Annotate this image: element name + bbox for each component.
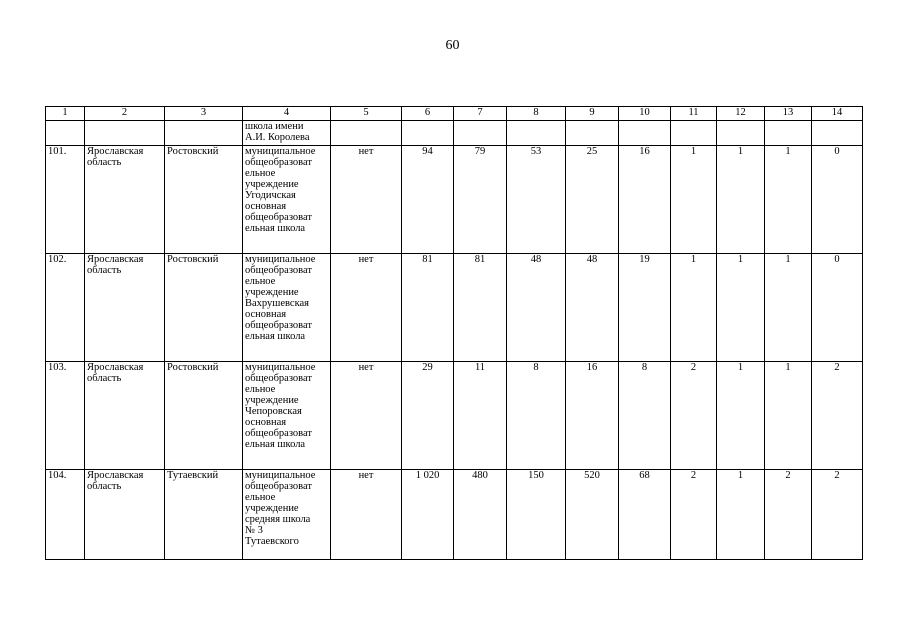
- value-cell: 520: [566, 470, 619, 560]
- value-cell: 48: [566, 254, 619, 362]
- value-cell: 81: [454, 254, 507, 362]
- column-header: 6: [402, 107, 454, 121]
- region-cell: Ярославская область: [85, 362, 165, 470]
- column-header: 10: [619, 107, 671, 121]
- value-cell: 94: [402, 146, 454, 254]
- value-cell: 1: [717, 362, 765, 470]
- value-cell: 1: [765, 362, 812, 470]
- district-cell: Ростовский: [165, 254, 243, 362]
- district-cell: Ростовский: [165, 362, 243, 470]
- data-table: [45, 106, 863, 560]
- value-cell: 29: [402, 362, 454, 470]
- institution-name-cell: муниципальное общеобразоват ельное учреждение средняя школа № 3 Тутаевского: [243, 470, 331, 560]
- value-cell: 2: [671, 470, 717, 560]
- header-row: [46, 107, 863, 121]
- value-cell: 150: [507, 470, 566, 560]
- region-cell: Ярославская область: [85, 470, 165, 560]
- value-cell: 8: [619, 362, 671, 470]
- value-cell: 48: [507, 254, 566, 362]
- table-row: [46, 470, 863, 560]
- district-cell: Тутаевский: [165, 470, 243, 560]
- value-cell: 1: [717, 146, 765, 254]
- value-cell: 1: [671, 254, 717, 362]
- column-header: 11: [671, 107, 717, 121]
- value-cell: 8: [507, 362, 566, 470]
- value-cell: 68: [619, 470, 671, 560]
- row-number-cell: 102.: [46, 254, 85, 362]
- institution-name-cell: [243, 121, 331, 146]
- row-number-cell: 103.: [46, 362, 85, 470]
- column-header: 14: [812, 107, 863, 121]
- value-cell: 16: [566, 362, 619, 470]
- page-number: 60: [445, 38, 460, 53]
- value-cell: нет: [331, 254, 402, 362]
- row-number-cell: 104.: [46, 470, 85, 560]
- value-cell: 2: [671, 362, 717, 470]
- value-cell: нет: [331, 362, 402, 470]
- value-cell: 0: [812, 146, 863, 254]
- value-cell: 81: [402, 254, 454, 362]
- region-cell: Ярославская область: [85, 254, 165, 362]
- value-cell: 1: [765, 254, 812, 362]
- table-row: [46, 362, 863, 470]
- value-cell: 1 020: [402, 470, 454, 560]
- name-line: А.И. Королева: [245, 132, 310, 143]
- value-cell: 19: [619, 254, 671, 362]
- column-header: 4: [243, 107, 331, 121]
- region-cell: Ярославская область: [85, 146, 165, 254]
- value-cell: 2: [765, 470, 812, 560]
- value-cell: 2: [812, 362, 863, 470]
- institution-name-cell: муниципальное общеобразоват ельное учреждение Вахрушевская основная общеобразоват ельная школа: [243, 254, 331, 362]
- value-cell: 0: [812, 254, 863, 362]
- column-header: 8: [507, 107, 566, 121]
- value-cell: 1: [717, 254, 765, 362]
- column-header: 9: [566, 107, 619, 121]
- value-cell: 1: [717, 470, 765, 560]
- value-cell: 1: [671, 146, 717, 254]
- value-cell: 79: [454, 146, 507, 254]
- column-header: 7: [454, 107, 507, 121]
- value-cell: 1: [765, 146, 812, 254]
- value-cell: 25: [566, 146, 619, 254]
- institution-name-cell: муниципальное общеобразоват ельное учреждение Чепоровская основная общеобразоват ельная школа: [243, 362, 331, 470]
- column-header: 3: [165, 107, 243, 121]
- column-header: 5: [331, 107, 402, 121]
- name-line: школа имени: [245, 121, 304, 132]
- district-cell: Ростовский: [165, 146, 243, 254]
- value-cell: 480: [454, 470, 507, 560]
- value-cell: 2: [812, 470, 863, 560]
- value-cell: 16: [619, 146, 671, 254]
- value-cell: 53: [507, 146, 566, 254]
- value-cell: нет: [331, 470, 402, 560]
- table-row: [46, 254, 863, 362]
- value-cell: нет: [331, 146, 402, 254]
- table-row: [46, 146, 863, 254]
- value-cell: 11: [454, 362, 507, 470]
- column-header: 12: [717, 107, 765, 121]
- institution-name-cell: муниципальное общеобразоват ельное учреждение Угодичская основная общеобразоват ельная школа: [243, 146, 331, 254]
- row-number-cell: 101.: [46, 146, 85, 254]
- column-header: 2: [85, 107, 165, 121]
- column-header: 13: [765, 107, 812, 121]
- column-header: 1: [46, 107, 85, 121]
- table-row-continuation: [46, 121, 863, 146]
